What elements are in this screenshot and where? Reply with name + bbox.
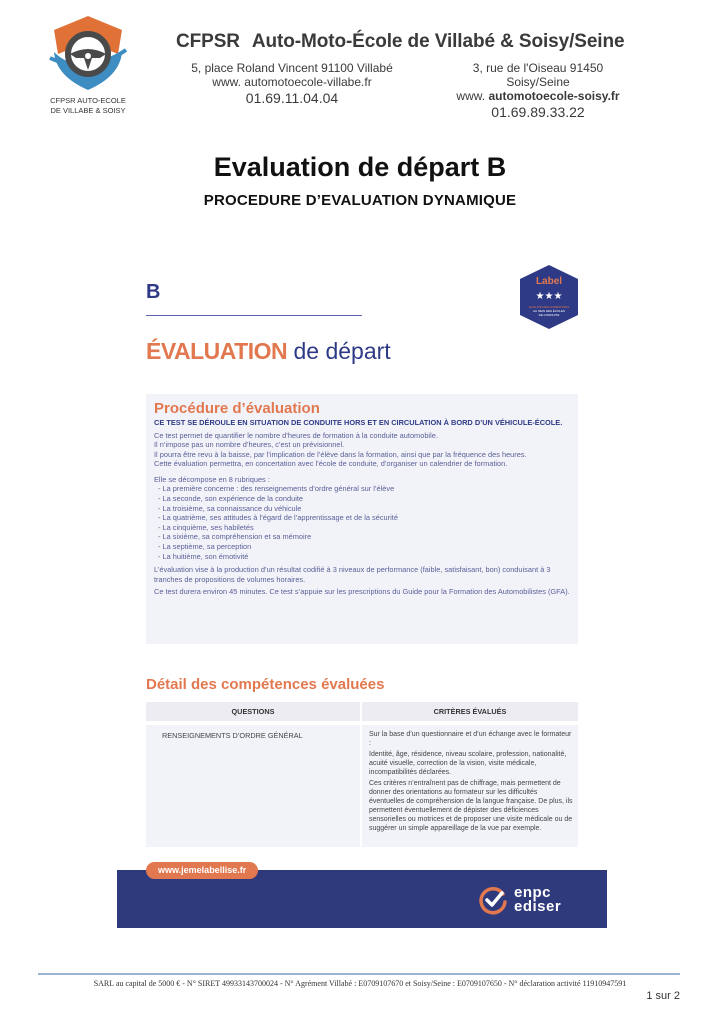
evaluation-heading xyxy=(146,338,391,365)
check-circle-icon xyxy=(478,885,508,915)
logo-caption-line1: CFPSR AUTO-ECOLE xyxy=(50,96,126,105)
procedure-title: Procédure d’évaluation xyxy=(154,400,320,417)
page-number: 1 sur 2 xyxy=(646,990,680,1002)
procedure-list-intro: Elle se décompose en 8 rubriques : xyxy=(154,474,270,484)
table-row xyxy=(146,725,578,847)
branch-website[interactable] xyxy=(176,75,408,89)
procedure-intro-2: Il n’impose pas un nombre d’heures, c’est un prévisionnel. xyxy=(154,440,345,450)
hexagon-badge-icon xyxy=(516,263,582,331)
web-prefix: www. xyxy=(456,89,489,103)
badge-caption-3: DE CONDUITE xyxy=(538,313,560,317)
branch-soisy xyxy=(448,61,628,121)
rubric-item: - La seconde, son expérience de la conduite xyxy=(158,494,304,504)
document-title: Evaluation de départ B xyxy=(213,152,507,182)
rubric-item: - La troisième, sa connaissance du véhicule xyxy=(158,503,302,513)
publisher-logo xyxy=(478,880,588,920)
publisher-name-2: ediser xyxy=(514,898,562,915)
criteria-paragraph: Ces critères n’entraînent pas de chiffrage, mais permettent de donner des orientations au formateur sur les difficultés éventuelles de compréhension de la langue française. De plus, ils permettent éventuellement de dépister des déficiences sensorielles ou motrices et de proposer une visite médicale ou de suggérer un simple appareillage de la vue par exemple. xyxy=(369,780,573,832)
procedure-intro-1: Ce test permet de quantifier le nombre d’heures de formation à la conduite automobile. xyxy=(154,430,438,440)
branch-phone: 01.69.89.33.22 xyxy=(491,104,585,120)
procedure-intro-3: Il pourra être revu à la baisse, par l’implication de l’élève dans la formation, ainsi que par la fréquence des heures. xyxy=(154,449,527,459)
branch-villabe xyxy=(176,61,408,107)
column-header-questions: QUESTIONS xyxy=(146,702,360,721)
rubric-item: - La septième, sa perception xyxy=(158,542,252,552)
procedure-caps: CE TEST SE DÉROULE EN SITUATION DE CONDUITE HORS ET EN CIRCULATION À BORD D’UN VÉHICULE-ÉCOLE. xyxy=(154,418,563,427)
document-subtitle: PROCEDURE D’EVALUATION DYNAMIQUE xyxy=(203,192,517,209)
license-category: B xyxy=(146,281,161,303)
steering-wheel-shield-icon xyxy=(48,14,128,92)
procedure-intro-4: Cette évaluation permettra, en concertation avec l’école de conduite, d’organiser un calendrier de formation. xyxy=(154,459,508,469)
rubric-item: - La cinquième, ses habiletés xyxy=(158,522,254,532)
web-prefix: www. xyxy=(212,75,245,89)
rubric-item: - La sixième, sa compréhension et sa mémoire xyxy=(158,532,312,542)
procedure-outro-2: Ce test durera environ 45 minutes. Ce test s’appuie sur les prescriptions du Guide pour la Formation des Automobilistes (GFA). xyxy=(154,587,570,597)
footer-divider xyxy=(38,973,680,975)
category-divider xyxy=(146,315,362,316)
procedure-outro-1: L’évaluation vise à la production d’un résultat codifié à 3 niveaux de performance (faible, satisfaisant, bon) conduisant à 3 tranches de propositions de volumes horaires. xyxy=(154,565,551,584)
branch-phone: 01.69.11.04.04 xyxy=(245,90,339,106)
badge-caption-1: QUALITÉ DES FORMATIONS xyxy=(528,305,570,309)
criteria-cell xyxy=(362,725,578,847)
web-domain: automotoecole-soisy.fr xyxy=(488,89,620,103)
rubric-item: - La huitième, son émotivité xyxy=(158,551,249,561)
company-title xyxy=(176,31,624,53)
rubric-list xyxy=(158,484,570,561)
criteria-paragraph: Identité, âge, résidence, niveau scolaire, profession, nationalité, acuité visuelle, correction de la vision, visite médicale, incompatibilités déclarées. xyxy=(369,751,567,776)
web-domain: automotoecole-villabe.fr xyxy=(244,75,372,89)
evaluation-heading-highlight: ÉVALUATION xyxy=(146,338,288,364)
competences-table xyxy=(146,702,578,847)
label-badge xyxy=(516,263,582,331)
question-cell: RENSEIGNEMENTS D’ORDRE GÉNÉRAL xyxy=(146,725,360,847)
school-logo xyxy=(36,14,140,116)
criteria-paragraph: Sur la base d’un questionnaire et d’un échange avec le formateur : xyxy=(369,731,572,747)
details-title: Détail des compétences évaluées xyxy=(146,676,385,693)
column-header-criteria: CRITÈRES ÉVALUÉS xyxy=(362,702,578,721)
badge-caption-2: AU SEIN DES ÉCOLES xyxy=(532,309,566,313)
rubric-item: - La quatrième, ses attitudes à l’égard de l’apprentissage et de la sécurité xyxy=(158,513,398,523)
company-name: Auto-Moto-École de Villabé & Soisy/Seine xyxy=(251,31,625,52)
publisher-name-1: enpc xyxy=(514,884,552,901)
company-short: CFPSR xyxy=(176,31,240,52)
procedure-box xyxy=(146,394,578,644)
branch-address: 3, rue de l'Oiseau 91450 Soisy/Seine xyxy=(472,61,604,89)
logo-caption-line2: DE VILLABE & SOISY xyxy=(50,106,126,115)
branch-address: 5, place Roland Vincent 91100 Villabé xyxy=(191,61,393,75)
badge-stars: ★★★ xyxy=(535,291,563,302)
website-pill-link[interactable]: www.jemelabellise.fr xyxy=(146,862,258,879)
rubric-item: - La première concerne : des renseignements d’ordre général sur l’élève xyxy=(158,484,395,494)
branch-website[interactable] xyxy=(448,89,628,103)
table-header xyxy=(146,702,578,721)
legal-notice: SARL au capital de 5000 € - N° SIRET 49933143700024 - N° Agrément Villabé : E0709107670 et Soisy/Seine : E0709107650 - N° déclaration activité 11910947591 xyxy=(93,979,627,988)
badge-label: Label xyxy=(535,276,563,287)
evaluation-heading-rest: de départ xyxy=(287,338,391,364)
